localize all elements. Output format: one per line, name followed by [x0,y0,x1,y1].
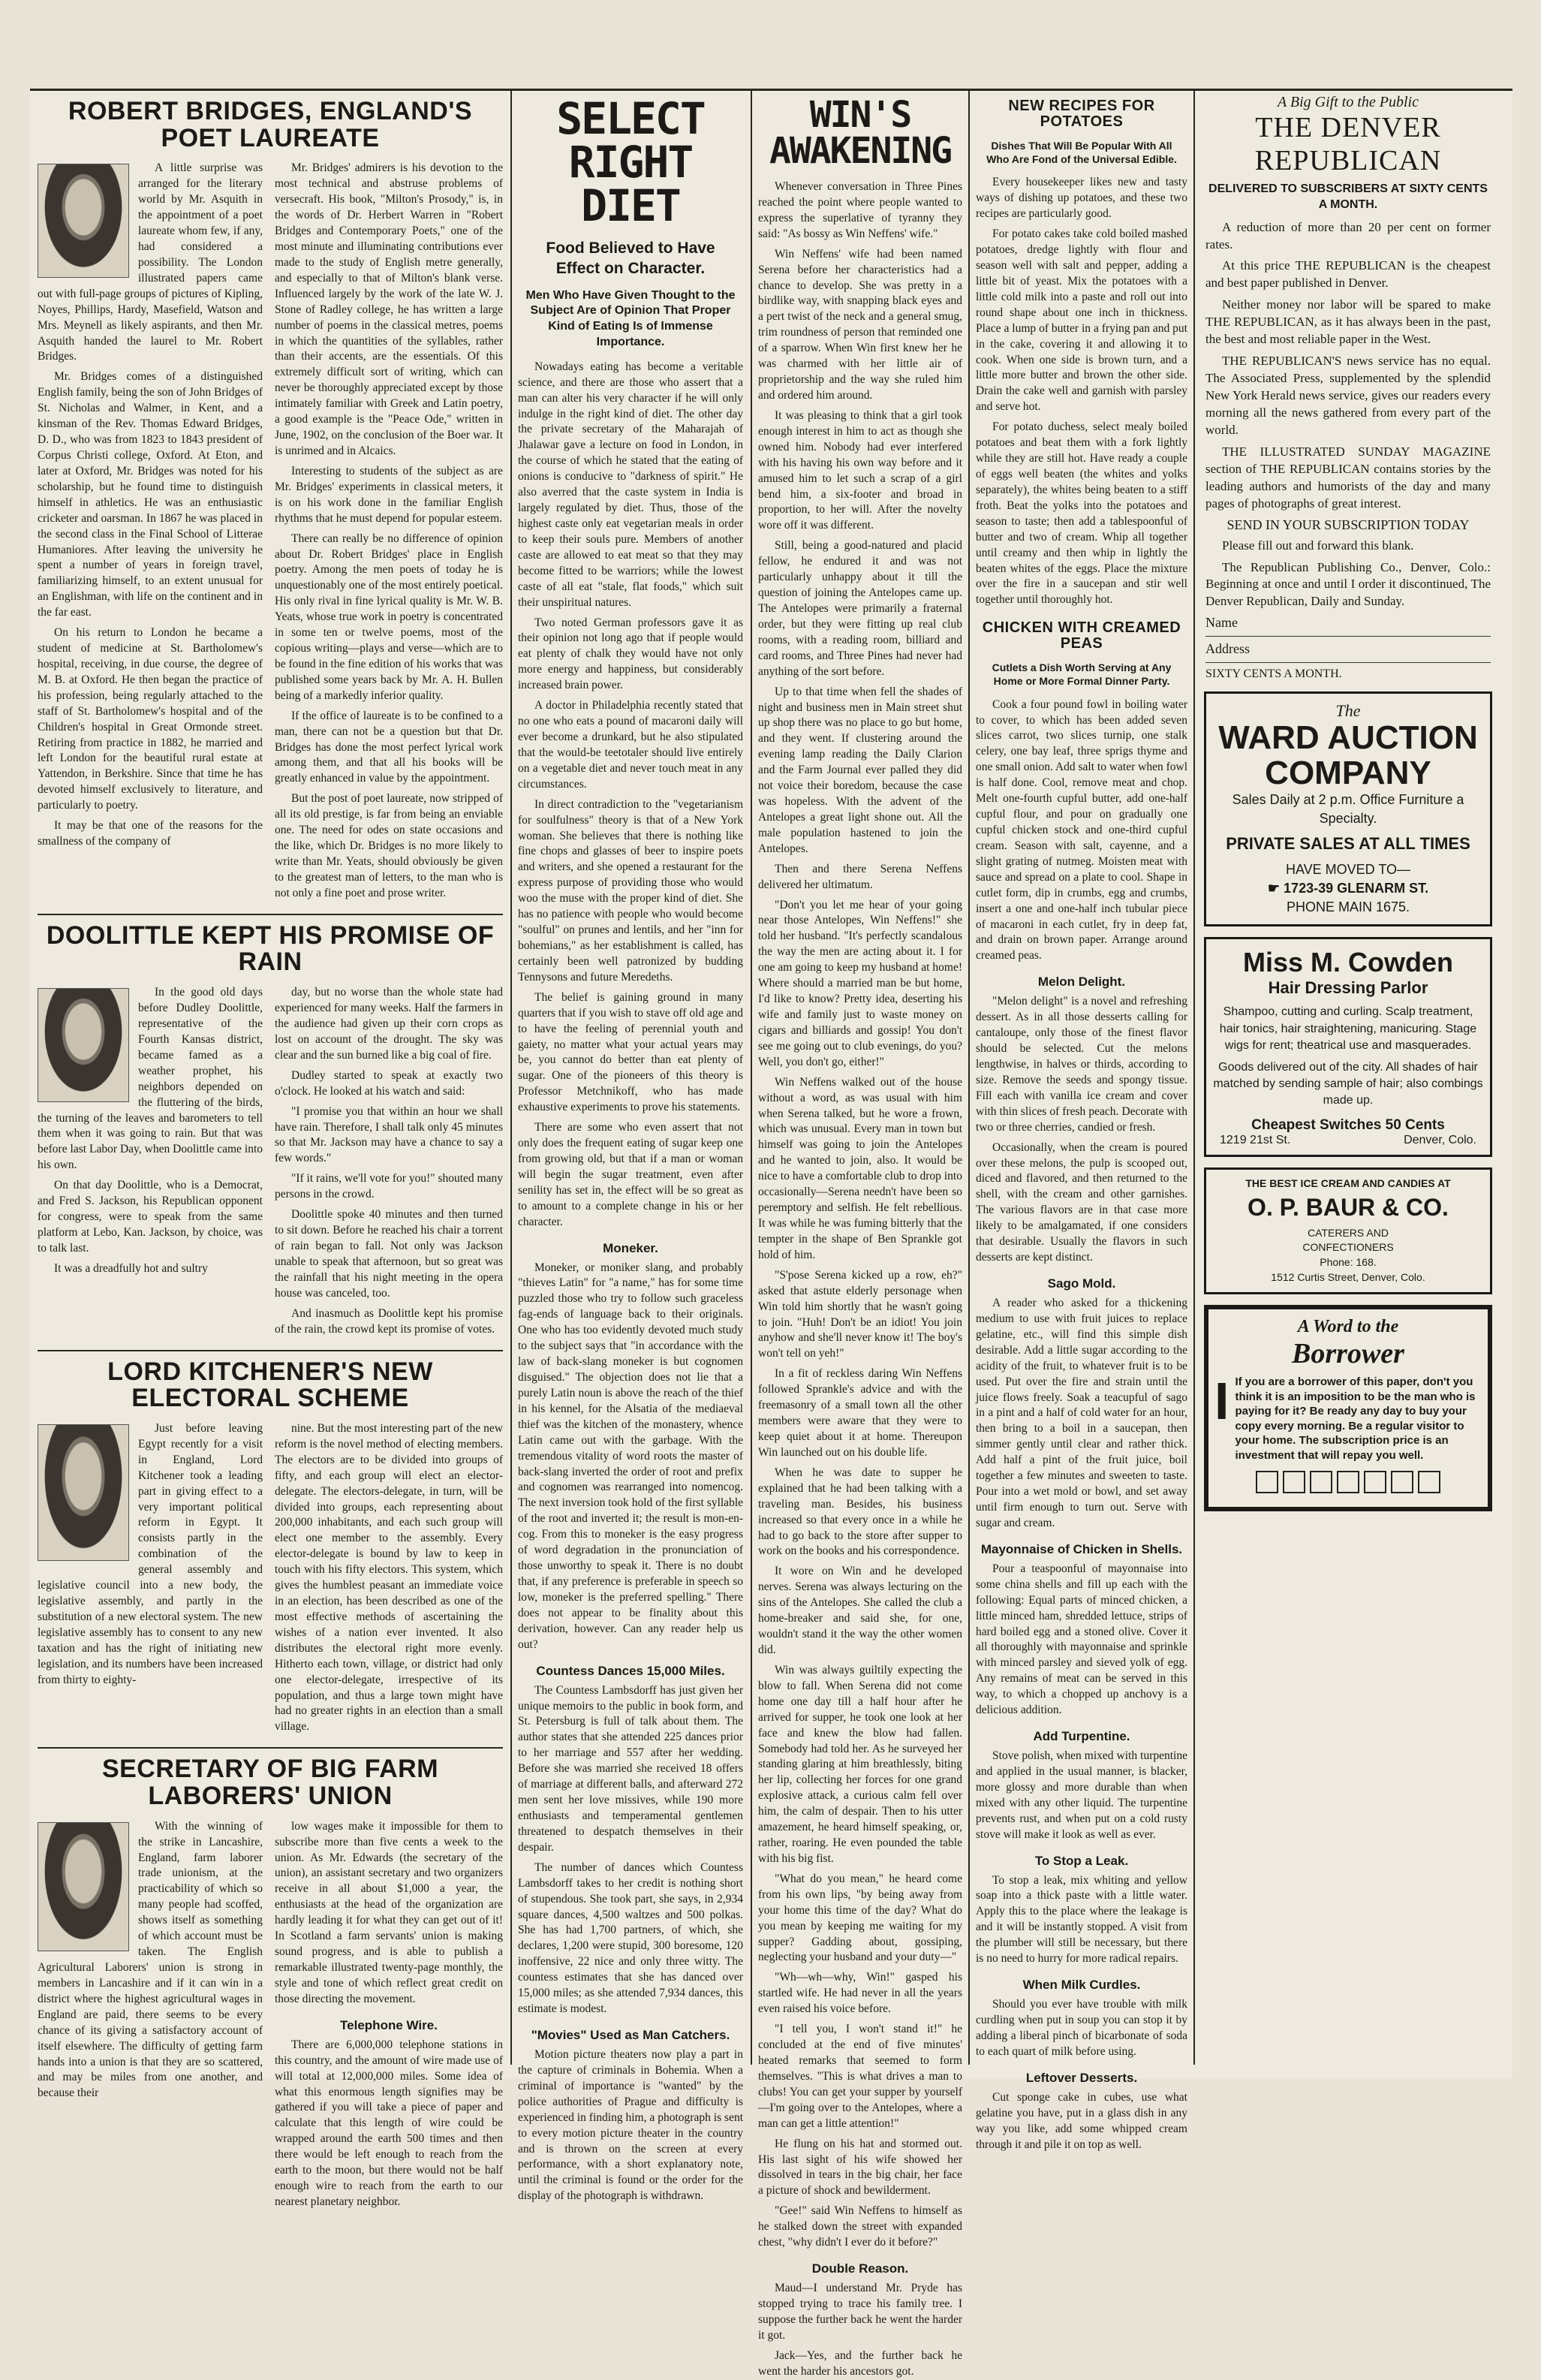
paragraph: THE REPUBLICAN'S news service has no equal. The Associated Press, supplemented by the splendid New York Herald news service, gives our readers every morning all the news gathered from every part of the world. [1205,354,1491,437]
ad-line: Cheapest Switches 50 Cents [1251,1116,1445,1133]
ad-title: Miss M. Cowden [1242,947,1454,978]
article-column [275,985,503,1342]
paragraph: A little surprise was arranged for the literary world by Mr. Asquith in the appointment of a poet laureate whom few, if any, had considered a possibility. The London illustrated papers came out with full-page groups of pictures of Kipling, Noyes, Phillips, Hardy, Masefield, Watson and Mrs. Meynell as likely aspirants, and then Mr. Asquith handed the laurel to Mr. Robert Bridges. [38,161,263,363]
paragraph: Jack—Yes, and the further back he went the harder his ancestors got. [758,2348,962,2378]
article-subdeck: Men Who Have Given Thought to the Subject Are of Opinion That Proper Kind of Eating Is of Immense Importance. [525,288,736,348]
article-divider [38,1350,503,1351]
paragraph: There are 6,000,000 telephone stations in this country, and the amount of wire made use of will total at 12,000,000 miles. Some idea of what this enormous length signifies may be gathered if you will take a piece of paper and calculate that this length of wire could be wrapped around the earth 500 times and then there would be left enough to reach from the earth to the moon, but there would not be half enough wire to reach from the earth to our nearest planetary neighbor. [275,2038,503,2208]
paragraph: "Gee!" said Win Neffens to himself as he stalked down the street with expanded chest, "why didn't I ever do it before?" [758,2204,962,2249]
ad-ward-auction [1204,691,1492,926]
subheading: Telephone Wire. [340,2017,438,2032]
paragraph: To stop a leak, mix whiting and yellow soap into a thick paste with a little water. Apply this to the place where the leakage is and it will be instantly stopped. A visit from the plumber will still be necessary, but there is no need to hurry for more radical repairs. [976,1873,1187,1966]
subheading: Double Reason. [811,2261,909,2276]
address-field[interactable] [1205,641,1491,663]
box-icon [1256,1471,1278,1493]
article-doolittle [38,920,503,1342]
subheading: To Stop a Leak. [1034,1853,1129,1868]
paragraph: Two noted German professors gave it as their opinion not long ago that if people would eat plenty of chalk they would have not only more energy and happiness, but considerably increased brain power. [518,616,743,692]
subheading: "Movies" Used as Man Catchers. [531,2027,730,2042]
paragraph: day, but no worse than the whole state had experienced for many weeks. Half the farmers in the audience had given up their corn crops as lost on account of the drought. The sky was clear and the sun burned like a big coal of fire. [275,986,503,1062]
ad-city: Denver, Colo. [1404,1133,1476,1146]
paragraph: Nowadays eating has become a veritable science, and there are those who assert that a man can alter his very character if he will only indulge in the right kind of diet. The other day the private secretary of the Maharajah of Jhalawar gave a lecture on food in London, in the course of which he stated that the eating of onions is conducive to "darkness of spirit." He also averred that the caste system in India is largely regulated by diet. Thus, those of the highest caste only eat vegetarian meals in order to keep their souls pure. Members of another caste are allowed to eat meat so that they may become fitted to be warriors; while the lowest caste of all eat "stale, flat foods," which suit their unspiritual natures. [518,360,743,609]
paragraph: "I tell you, I won't stand it!" he concluded at the end of five minutes' heated remarks that seemed to form themselves. "This is what drives a man to clubs! You can get your supper by yourself—I'm going over to the Antelopes, where a man can get a little attention!" [758,2023,962,2130]
column-rule [510,90,512,2065]
ad-phone: Phone: 168. [1320,1255,1377,1268]
box-icon [1337,1471,1359,1493]
subheading: Add Turpentine. [1033,1729,1130,1744]
paragraph: Moneker, or moniker slang, and probably "thieves Latin" for "a name," has for some time puzzled those who try to follow such graceless fag-ends of language back to their originals. One who has too evidently devoted much study to the subject says that "in accordance with the law of back-slang moneker is but cognomen disguised." The objection does not lie that a purely Latin noun is above the reach of the thief in his kennel, for the Alsatia of the mediaeval thief was the kitchen of the monastery, whence Latin came out with the garbage. With the tremendous vitality of word roots the master of back-slang inverted the order of root and prefix and cognomen was rearranged into nomencog. The next inversion took hold of the first syllable of the root and inverted it; the result is mon-en-cog. From this to moneker is the easy progress of word degradation in the pronunciation of those unworthy to speak it. There is no doubt that, if any preference is preferable in speech so low, moneker is the preferred spelling." There does not appear to be finality about this derivation, however. Can any reader help us out? [518,1261,743,1651]
column-3 [518,93,743,2203]
paragraph: "Don't you let me hear of your going near those Antelopes, Win Neffens!" she told her husband. "It's perfectly scandalous the way the men are acting about it. I for one am going to keep my husband at home! Where should a married man be but home, I'd like to know? Pretty idea, deserting his wife and family just to waste money on cigars and billiards and gossip! You don't see me going out to club evenings, do you? Well, you don't go, either!" [758,898,962,1068]
ad-body: Shampoo, cutting and curling. Scalp treatment, hair tonics, hair straightening, manicuring. Stage wigs for rent; theatrical use and masquerades. [1219,1005,1477,1053]
paragraph: Mr. Bridges' admirers is his devotion to the most technical and abstruse problems of versecraft. His book, "Milton's Prosody," is, in the words of Dr. Herbert Warren in "Robert Bridges and Contemporary Poets," one of the most minute and illuminating contributions ever made to the study of English metre generally, and especially to that of Milton's blank verse. Influenced largely by the work of the late W. J. Stone of Radley college, he has written a large number of poems in the classical metres, poems in which the quantities of the syllables, rather than their accents, are the essentials. Of this extremely difficult sort of writing, which can never be thoroughly appreciated except by those intimately familiar with Greek and Latin poetry, a good example is the "Peace Ode," written in June, 1902, on the conclusion of the Boer war. It is unrimed and in Alcaics. [275,161,503,457]
article-title: CHICKEN WITH CREAMED PEAS [982,619,1181,652]
paragraph: Occasionally, when the cream is poured over these melons, the pulp is scooped out, diced and flavored, and then returned to the shell, with the cream and other garnishes. The various flavors are in that case more likely to be amalgamated, if one considers that desirable. Usually the flavors in such desserts are kept distinct. [976,1140,1187,1264]
paragraph: In the good old days before Dudley Doolittle, representative of the Fourth Kansas district, became famed as a weather prophet, his neighbors depended on the fluttering of the birds, the turning of the leaves and barometers to tell them when it was going to rain. But that was before last Labor Day, when Doolittle came into his own. [38,986,263,1172]
article-deck: Dishes That Will Be Popular With All Who Are Fond of the Universal Edible. [986,140,1177,166]
paragraph: Then and there Serena Neffens delivered her ultimatum. [758,862,962,891]
article-column [38,1819,263,2215]
ad-line: Sales Daily at 2 p.m. Office Furniture a Specialty. [1232,791,1464,826]
paragraph: He flung on his hat and stormed out. His last sight of his wife showed her dissolved in tears in the big chair, her face a picture of shock and bewilderment. [758,2137,962,2198]
ad-line: PRIVATE SALES AT ALL TIMES [1226,834,1470,854]
paragraph: For potato cakes take cold boiled mashed potatoes, dredge lightly with flour and season well with salt and pepper, adding a little bit of yeast. Mix the potatoes with a little cold milk into a paste and roll out into round shape about one inch in thickness. Place a lump of butter in a frying pan and put in the cake, covering it and allowing it to cook. When one side is brown turn, and a little more butter and brown the other side. Drain the cake well and garnish with parsley and serve hot. [976,227,1187,414]
ad-title: THE DENVER [1255,112,1441,143]
ad-address-row [1212,879,1484,898]
article-column [38,985,263,1342]
ad-address: 1512 Curtis Street, Denver, Colo. [1271,1270,1425,1283]
ad-denver-republican [1201,94,1495,681]
paragraph: If the office of laureate is to be confined to a man, there can not be a question but that Dr. Bridges has done the most perfect lyrical work among them, and that all his books will be greatly enhanced in value by the appointment. [275,709,503,785]
address-label: Address [1205,641,1250,657]
ad-body: Goods delivered out of the city. All shades of hair matched by sending sample of hair; also combings made up. [1213,1060,1483,1107]
paragraph: It was a dreadfully hot and sultry [54,1261,208,1275]
subheading: Leftover Desserts. [1025,2070,1138,2085]
subheading: When Milk Curdles. [1022,1978,1141,1993]
paragraph: Cook a four pound fowl in boiling water to cover, to which has been added seven slices carrot, two slices turnip, one stalk celery, one bay leaf, three sprigs thyme and one small onion. Add salt to water when fowl is half done. Cool, remove meat and chop. Melt one-fourth cupful butter, add one-half cupful flour, and pour on gradually one cupful chicken stock and one-third cupful cream. Season with salt, cayenne, and a slight grating of nutmeg. Moisten meat with sauce and spread on a plate to cool. Shape in cutlet form, dip in crumbs, egg and crumbs, insert a one and one-half inch tubular piece of macaroni in each cutlet, fry in deep fat, and drain on brown paper. Arrange around creamed peas. [976,697,1187,963]
paragraph: There are some who even assert that not only does the frequent eating of sugar keep one from growing old, but that if a man or woman will begin the sugar treatment, even after senility has set in, the effect will be so great as to amount to a complete change in his or her character. [518,1121,743,1228]
paragraph: Motion picture theaters now play a part in the capture of criminals in Bohemia. When a criminal of importance is "wanted" by the police authorities of Prague and difficulty is experienced in finding him, a photograph is sent to every motion picture theater in the country and is thrown on the screen at every performance, with a short explanatory note, until the criminal is found or the order for the display of the photograph is withdrawn. [518,2047,743,2203]
column-1-2 [38,94,503,2208]
paragraph: At this price THE REPUBLICAN is the cheapest and best paper published in Denver. [1205,258,1491,291]
paragraph: "S'pose Serena kicked up a row, eh?" asked that astute elderly personage when Win told him shortly that he wasn't going to join. "Huh! Don't be an idiot! You join anyhow and she'll never know it! The boy's won't tell on yeh!" [758,1268,962,1360]
paragraph: And inasmuch as Doolittle kept his promise of the rain, the crowd kept its promise of votes. [275,1306,503,1336]
article-deck: Food Believed to Have Effect on Character. [546,240,715,278]
paragraph: Just before leaving Egypt recently for a visit in England, Lord Kitchener took a leading part in giving effect to a very important political reform in Egypt. It consists partly in the combination of the general assembly and legislative council into a new body, the legislative assembly, and partly in the substitution of a new electoral system. The new legislative assembly has to consent to any new taxation and has the right of initiating new legislation, and its numbers have been increased from thirty to eighty- [38,1421,263,1686]
paragraph: In a fit of reckless daring Win Neffens followed Sprankle's advice and with the freemasonry of a small town all the other members were aware that they were to keep quiet about it at home. Thereupon Win launched out on his double life. [758,1367,962,1459]
paragraph: Interesting to students of the subject as are Mr. Bridges' experiments in classical meters, it is on his work done in the familiar English rhythms that he must depend for popular esteem. [275,464,503,525]
box-icon [1310,1471,1332,1493]
paragraph: "If it rains, we'll vote for you!" shouted many persons in the crowd. [275,1172,503,1201]
article-title: SECRETARY OF BIG FARM LABORERS' UNION [101,1755,439,1811]
ad-title: REPUBLICAN [1254,145,1442,176]
portrait-union-secretary [38,1822,129,1951]
article-farm-laborers [38,1756,503,2215]
paragraph: Stove polish, when mixed with turpentine and applied in the usual manner, is blacker, more glossy and more durable than when mixed with any other liquid. The turpentine prevents rust, and when put on a cold rusty stove will make it look as well as ever. [976,1749,1187,1841]
ad-kicker: THE BEST ICE CREAM AND CANDIES AT [1245,1176,1451,1189]
ad-phone: PHONE MAIN 1675. [1286,899,1410,915]
column-rule [1193,90,1195,2065]
paragraph: Still, being a good-natured and placid fellow, he endured it and was not particularly unhappy about it till the question of joining the Antelopes came up. The Antelopes were primarily a fraternal order, but they were fitting up real club rooms, with a reading room, billiard and card rooms, and Three Pines had never had anything of the sort before. [758,539,962,678]
paragraph: Whenever conversation in Three Pines reached the point where people wanted to express the superlative of tyranny they said: "As bossy as Win Neffens' wife." [758,180,962,240]
ad-subtitle: Hair Dressing Parlor [1268,978,1428,998]
ad-line: CATERERS AND [1308,1226,1389,1239]
top-rule [30,89,1512,91]
paragraph: "I promise you that within an hour we shall have rain. Therefore, I shall talk only 45 minutes so that Mr. Jackson may have a chance to say a few words." [275,1104,503,1165]
ad-op-baur [1204,1167,1492,1294]
subheading: Mayonnaise of Chicken in Shells. [980,1541,1183,1556]
ad-kicker: A Big Gift to the Public [1278,94,1419,110]
drop-cap-icon: I [1214,1372,1229,1431]
paragraph: THE ILLUSTRATED SUNDAY MAGAZINE section of THE REPUBLICAN contains stories by the leading authors and humorists of the day and many pages of photographs of great interest. [1205,444,1491,511]
paragraph: Mr. Bridges comes of a distinguished English family, being the son of John Bridges of St. Nicholas and Walmer, in Kent, and a kinsman of the Rev. Thomas Edward Bridges, D. D., who was from 1823 to 1843 president of Corpus Christi college, Oxford. At Eton, and later at Oxford, Mr. Bridges was noted for his scholarship, but he found time to distinguish himself in athletics. He was an enthusiastic cricketer and oarsman. In 1867 he was placed in the second class in the Final School of Litterae Humaniores. After leaving the university he spent a number of years in foreign travel, familiarizing himself, to an extent unusual for an Englishman, with life on the continent and in the far east. [38,370,263,619]
article-column [275,161,503,905]
paragraph: A doctor in Philadelphia recently stated that no one who eats a pound of macaroni daily will ever become a drunkard, but he also stipulated that the would-be teetotaler should live entirely on a vegetable diet and never touch meat in any circumstances. [518,699,743,791]
column-4 [758,94,962,2378]
paragraph: Pour a teaspoonful of mayonnaise into some china shells and fill up each with the following: Equal parts of minced chicken, a little minced ham, shredded lettuce, strips of hard boiled egg and a stoned olive. Cover it all thoroughly with mayonnaise and sprinkle with minced parsley and sieved yolk of egg. Any remains of meat can be served in this way, to which a chopped up anchovy is a delicious addition. [976,1562,1187,1717]
paragraph: A reader who asked for a thickening medium to use with fruit juices to replace gelatine, etc., will find this simple dish desirable. Add a little sugar according to the acidity of the fruit, to whatever fruit is to be used. Put over the fire and strain until the juice flows freely. Soak a teacupful of sago in a pint and a half of cold water for an hour, then bring to a boil in a saucepan, then simmer gently until clear and rather thick. Add half a pint of the fruit juice, boil together a few minutes and sweeten to taste. Pour into a wet mold or bowl, and set away until firm enough to turn out. Serve with sugar and cream. [976,1296,1187,1529]
ad-deck: DELIVERED TO SUBSCRIBERS AT SIXTY CENTS A MONTH. [1208,182,1488,211]
article-title: NEW RECIPES FOR POTATOES [1008,98,1155,130]
portrait-lord-kitchener [38,1424,129,1561]
article-title: LORD KITCHENER'S NEW ELECTORAL SCHEME [107,1357,433,1413]
paragraph: The belief is gaining ground in many quarters that if you wish to stave off old age and to have the feeling of perennial youth and gaiety, no matter what your actual years may be, you cannot do better than eat plenty of sugar. One of the pioneers of this theory is Professor Metchnikoff, who has made exhaustive experiments to prove his statements. [518,990,743,1114]
ad-title: O. P. BAUR & CO. [1248,1193,1449,1221]
box-icon [1391,1471,1413,1493]
subheading: Melon Delight. [1037,975,1126,990]
article-title: SELECT RIGHT DIET [556,93,705,231]
ad-title: WARD AUCTION [1218,719,1478,757]
paragraph: Neither money nor labor will be spared to make THE REPUBLICAN, as it has always been in the past, the best and most reliable paper in the West. [1205,297,1491,347]
paragraph: Cut sponge cake in cubes, use what gelatine you have, put in a glass dish in any way you like, add some whipped cream through it and pile it on top as well. [976,2090,1187,2151]
article-column [38,1421,263,1740]
paragraph: "Melon delight" is a novel and refreshing dessert. As in all those desserts calling for cantaloupe, only those of the finest flavor should be selected. Cut the melons lengthwise, in halves or thirds, according to size. Remove the seeds and spongy tissue. Fill each with vanilla ice cream and cover with thin slices of fresh peach. Decorate with two or three cherries, candied or fresh. [976,995,1187,1134]
paragraph: A reduction of more than 20 per cent on former rates. [1205,219,1491,252]
portrait-robert-bridges [38,164,129,278]
ad-address-row [1212,1134,1484,1147]
paragraph: The Countess Lambsdorff has just given her unique memoirs to the public in book form, and St. Petersburg is full of talk about them. The author states that she attended 225 dances prior to her marriage and 557 after her wedding. Before she was married she received 18 offers of marriage at different balls, and afterward 272 men sent her love missives, while 190 more enthusiasts and temperamental gentlemen threatened to despatch themselves in their despair. [518,1683,743,1854]
paragraph: It may be that one of the reasons for the smallness of the company of [38,819,263,848]
column-6-ads [1201,94,1495,2061]
paragraph: Up to that time when fell the shades of night and business men in Main street shut up shop there was no place to go but home, and they went. If clustering around the evening lamp reading the Daily Clarion and the Farm Journal ever palled they did not voice their boredom, because the case was hopeless. With the advent of the Antelopes a great light shone out. All the male population hastened to join the Antelopes. [758,685,962,855]
ad-title: COMPANY [1265,754,1431,791]
paragraph: There can really be no difference of opinion about Dr. Robert Bridges' place in English poetry. Among the men poets of today he is unquestionably one of the most entirely poetical. His only rival in fine lyrical quality is Mr. W. B. Yeats, whose true work in poetry is concentrated in some ten or twelve poems, most of the copious writing—plays and verse—which are to be found in the fine edition of his works that was published some years back by Mr. A. H. Bullen being of a markedly inferior quality. [275,532,503,702]
article-column [275,1819,503,2215]
article-title: ROBERT BRIDGES, ENGLAND'S POET LAUREATE [68,97,473,152]
paragraph: It wore on Win and he developed nerves. Serena was always lecturing on the sins of the Antelopes. She called the club a home-breaker and said she, for one, wouldn't stand it the way the other women did. [758,1565,962,1656]
ad-line: HAVE MOVED TO— [1285,861,1411,877]
paragraph: Doolittle spoke 40 minutes and then turned to sit down. Before he reached his chair a torrent of rain began to fall. Not only was Jackson unable to speak that afternoon, but so great was the rainfall that his night meeting in the opera house was canceled, too. [275,1208,503,1300]
box-icon [1364,1471,1386,1493]
subheading: Countess Dances 15,000 Miles. [536,1663,725,1678]
subheading: Moneker. [603,1240,658,1255]
paragraph: But the post of poet laureate, now stripped of all its old prestige, is far from being an enviable one. The need for odes on state occasions and the like, which Dr. Bridges is no more likely to write than Mr. Yeats, should obviously be given to the greatest man of letters, to the man who is not only a fine poet and prose writer. [275,792,503,899]
ad-title: Borrower [1292,1338,1404,1370]
column-5 [976,94,1187,2151]
article-bridges [38,98,503,906]
paragraph: Win was always guiltily expecting the blow to fall. When Serena did not come home one day till a half hour after he arrived for supper, he took one look at her face and knew the blow had fallen. Somebody had told her. As he surveyed her standing glaring at him breathlessly, biting her lip, collecting her forces for one grand explosive attack, a curious calm fell over him, the calm of despair. Then to his utter amazement, he heard himself speaking, or, rather, roaring. He even pounded the table with his big fist. [758,1663,962,1865]
article-divider [38,914,503,915]
box-icon [1283,1471,1305,1493]
name-label: Name [1205,615,1238,631]
ad-cowden [1204,937,1492,1156]
portrait-dudley-doolittle [38,988,129,1102]
article-column [275,1421,503,1740]
paragraph: "What do you mean," he heard come from his own lips, "by being away from your home this time of the day? What do you mean by keeping me waiting for my supper? Gadding about, gossiping, neglecting your husband and your duty—" [758,1872,962,1964]
column-rule [968,90,970,2065]
paragraph: For potato duchess, select mealy boiled potatoes and beat them with a fork lightly while they are still hot. Have ready a couple of eggs well beaten (the whites and yolks separately), the whites being beaten to a stiff froth. Beat the yolks into the potatoes and season to taste; then add a tablespoonful of butter and two of cream. Whip all together until creamy and then whip in lightly the beaten whites of the eggs. Place the mixture over the fire in a saucepan and stir well together until thoroughly hot. [976,420,1187,607]
paragraph: "Wh—wh—why, Win!" gasped his startled wife. He had never in all the years even raised his voice before. [758,1971,962,2016]
name-field[interactable] [1205,615,1491,637]
article-title: WIN'S AWAKENING [769,94,952,172]
article-kitchener [38,1359,503,1740]
ad-body-row [1214,1372,1482,1463]
paragraph: nine. But the most interesting part of the new reform is the novel method of electing members. The electors are to be divided into groups of fifty, and each group will elect an elector-delegate. The electors-delegate, in turn, will be divided into groups, each representing about 200,000 inhabitants, and each such group will elect one member to the assembly. Every elector-delegate is bound by law to keep in touch with his fifty electors. This system, which gives the humblest peasant an immediate voice in an election, has been described as one of the most effective methods of ascertaining the wishes of a nation ever invented. It also distributes the electoral right more evenly. Hitherto each town, village, or district had only one elector-delegate, irrespective of its population, and thus a large town might have had no greater rights in an election than a small village. [275,1421,503,1734]
paragraph: When he was date to supper he explained that he had been talking with a traveling man. Besides, his business increased so that every once in a while he had to go back to the store after supper to work on the books and his correspondence. [758,1466,962,1558]
paragraph: With the winning of the strike in Lancashire, England, farm laborer trade unionism, at the practicability of which so many people had scoffed, shows itself as something of which account must be taken. The English Agricultural Laborers' union is strong in members in Lancashire and if it can win in a district where the highest agricultural wages in England are paid, there seems to be every chance of its giving a satisfactory account of itself elsewhere. The difficulty of getting farm hands into a union is that they are so scattered, and may be miles from one another, and because their [38,1819,263,2100]
ad-address: 1219 21st St. [1220,1133,1291,1146]
paragraph: Win Neffens walked out of the house without a word, as was usual with him when Serena talked, but he wore a frown, which was unusual. Every man in town but himself was going to join the Antelopes and he wanted to join, also. It would be nice to have a comfortable club to drop into occasionally—Serena needn't have been so peremptory and selfish. He felt rebellious. It was while he was fuming bitterly that the tempter in the shape of Ben Sprankle got hold of him. [758,1075,962,1261]
paragraph: Win Neffens' wife had been named Serena before her characteristics had a chance to develop. She was pretty in a birdlike way, with snapping black eyes and a pert twist of the neck and a general smug, trim roundness of person that reminded one of a sparrow. When Win first knew her he was charmed with her little air of proprietorship and the way she ruled him and ordered him around. [758,247,962,402]
article-title: DOOLITTLE KEPT HIS PROMISE OF RAIN [46,920,495,977]
paragraph: On that day Doolittle, who is a Democrat, and Fred S. Jackson, his Republican opponent for congress, were to speak from the same platform at Lebo, Kan. Jackson, by choice, was to talk last. [38,1179,263,1255]
paragraph: Should you ever have trouble with milk curdling when put in soup you can stop it by adding a liberal pinch of bicarbonate of soda to each quart of milk before using. [976,1998,1187,2058]
paragraph: The number of dances which Countess Lambsdorff takes to her credit is nothing short of stupendous. She took part, she says, in 2,934 square dances, 4,500 waltzes and 500 polkas. She has had 1,700 partners, of which, she declares, 1,200 were stupid, 300 boresome, 120 inoffensive, 22 nice and only three witty. The countess estimates that she has danced over 15,000 miles; as she attended 7,934 dances, this estimate is modest. [518,1860,743,2016]
paragraph: low wages make it impossible for them to subscribe more than five cents a week to the union. As Mr. Edwards (the secretary of the union), an assistant secretary and two organizers receive in all about $1,000 a year, the enthusiasts at the head of the organization are hardly leading it for what they can get out of it! In Scotland a farm servants' union is making sound progress, and is able to publish a remarkable illustrated twenty-page monthly, the style and tone of which reflect great credit on those directing the movement. [275,1819,503,2005]
pointing-hand-icon: ☛ [1267,881,1281,896]
ad-title: A Word to the [1297,1317,1399,1337]
paragraph: The Republican Publishing Co., Denver, Colo.: Beginning at once and until I order it discontinued, The Denver Republican, Daily and Sunday. [1205,559,1491,609]
paragraph: Maud—I understand Mr. Pryde has stopped trying to trace his family tree. I suppose the further back he went the harder it got. [758,2282,962,2342]
decorative-boxes [1214,1469,1482,1499]
ad-kicker: The [1335,701,1361,721]
ad-body: If you are a borrower of this paper, don't you think it is an imposition to be the man who is paying for it? Be ready any day to buy your copy every morning. Be a regular visitor to your home. The subscription price is an investment that will repay you well. [1235,1375,1476,1462]
article-divider [38,1747,503,1749]
paragraph: Please fill out and forward this blank. [1222,538,1414,553]
paragraph: On his return to London he became a student of medicine at St. Bartholomew's hospital, receiving, in due course, the degree of M. B. at Oxford. He then began the practice of his profession, being regularly attached to the staff of St. Bartholomew's hospital and of the Children's hospital in Great Ormonde street. Retiring from practice in 1882, he married and left London for the beautiful rural estate at Yattendon, in Berkshire. Since that time he has devoted himself exclusively to literature, and particularly to poetry. [38,626,263,812]
paragraph: It was pleasing to think that a girl took enough interest in him to act as though she owned him. Nobody had ever interfered with his having his own way before and it amused him to let such a scrap of a girl bend him, a six-footer and broad in proportion, to her will. After the novelty wore off it was different. [758,408,962,532]
ad-address: 1723-39 GLENARM ST. [1284,881,1429,896]
ad-line: CONFECTIONERS [1302,1241,1394,1254]
subheading: Sago Mold. [1047,1276,1116,1291]
paragraph: In direct contradiction to the "vegetarianism for soulfulness" theory is that of a New York woman. She believes that there is nothing like fine chops and glasses of beer to inspire poets and writers, and she opened a restaurant for the express purpose of providing those who would woo the muse with the proper kind of diet. She has no patience with people who would become "soulful" on prunes and lentils, and her "inn for bohemians," as her establishment is called, has certainly been well patronized by budding Tennysons and future Meredeths. [518,797,743,984]
article-column [38,161,263,905]
column-rule [751,90,752,2065]
box-icon [1418,1471,1440,1493]
article-deck: Cutlets a Dish Worth Serving at Any Home or More Formal Dinner Party. [992,661,1172,688]
ad-callout: SEND IN YOUR SUBSCRIPTION TODAY [1226,517,1470,532]
paragraph: Every housekeeper likes new and tasty ways of dishing up potatoes, and these two recipes are particularly good. [976,176,1187,221]
paragraph: Dudley started to speak at exactly two o'clock. He looked at his watch and said: [275,1068,503,1098]
ad-price: SIXTY CENTS A MONTH. [1205,667,1342,681]
ad-borrower [1204,1305,1492,1511]
